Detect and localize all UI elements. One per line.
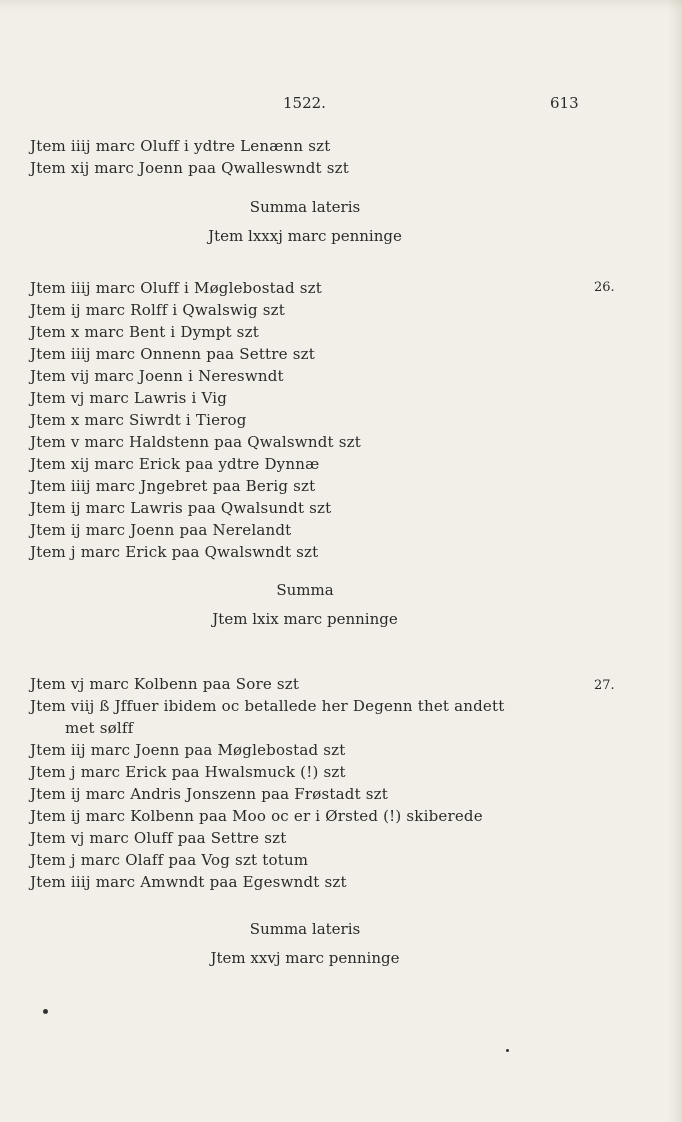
entry-line: Jtem iiij marc Onnenn paa Settre szt	[30, 345, 315, 363]
entry-line: Jtem ij marc Andris Jonszenn paa Frøstadt szt	[30, 785, 388, 803]
ink-spot	[506, 1049, 509, 1052]
entry-line: Jtem xij marc Joenn paa Qwalleswndt szt	[30, 159, 349, 177]
entry-line: Jtem xij marc Erick paa ydtre Dynnæ	[30, 455, 320, 473]
entry-line: Jtem iiij marc Oluff i ydtre Lenænn szt	[30, 137, 331, 155]
entry-line: Jtem ij marc Rolff i Qwalswig szt	[30, 301, 286, 319]
entry-line: Jtem ij marc Lawris paa Qwalsundt szt	[30, 499, 332, 517]
entry-line: Jtem iiij marc Jngebret paa Berig szt	[30, 477, 316, 495]
entry-line: Jtem j marc Erick paa Hwalsmuck (!) szt	[30, 763, 346, 781]
summa-heading: Summa lateris	[249, 920, 361, 938]
entry-line: Jtem vij marc Joenn i Nereswndt	[30, 367, 284, 385]
entry-line: Jtem ij marc Kolbenn paa Moo oc er i Ørsted (!) skiberede	[30, 807, 483, 825]
page-right-shadow	[668, 0, 682, 1122]
entry-line: Jtem x marc Siwrdt i Tierog	[30, 411, 247, 429]
entry-line: Jtem iiij marc Oluff i Møglebostad szt	[30, 279, 322, 297]
entry-line: Jtem iij marc Joenn paa Møglebostad szt	[30, 741, 346, 759]
entry-line: Jtem viij ß Jffuer ibidem oc betallede her Degenn thet andett	[30, 697, 505, 715]
entry-line: Jtem ij marc Joenn paa Nerelandt	[30, 521, 292, 539]
header-year: 1522.	[283, 94, 326, 112]
entry-line: Jtem j marc Olaff paa Vog szt totum	[30, 851, 309, 869]
entry-line: Jtem vj marc Oluff paa Settre szt	[30, 829, 287, 847]
entry-line: Jtem j marc Erick paa Qwalswndt szt	[30, 543, 319, 561]
entry-line: Jtem v marc Haldstenn paa Qwalswndt szt	[30, 433, 361, 451]
summa-heading: Summa	[276, 581, 334, 599]
margin-number: 27.	[594, 678, 615, 693]
entry-line: Jtem iiij marc Amwndt paa Egeswndt szt	[30, 873, 347, 891]
margin-number: 26.	[594, 280, 615, 295]
entry-line-continuation: met sølff	[65, 719, 134, 737]
summa-total: Jtem xxvj marc penninge	[210, 949, 400, 967]
summa-total: Jtem lxxxj marc penninge	[208, 227, 402, 245]
summa-heading: Summa lateris	[249, 198, 361, 216]
entry-line: Jtem vj marc Kolbenn paa Sore szt	[30, 675, 300, 693]
entry-line: Jtem vj marc Lawris i Vig	[30, 389, 228, 407]
ink-spot	[43, 1009, 48, 1014]
page-number: 613	[550, 94, 579, 112]
page-top-shadow	[0, 0, 682, 10]
summa-total: Jtem lxix marc penninge	[212, 610, 398, 628]
entry-line: Jtem x marc Bent i Dympt szt	[30, 323, 259, 341]
